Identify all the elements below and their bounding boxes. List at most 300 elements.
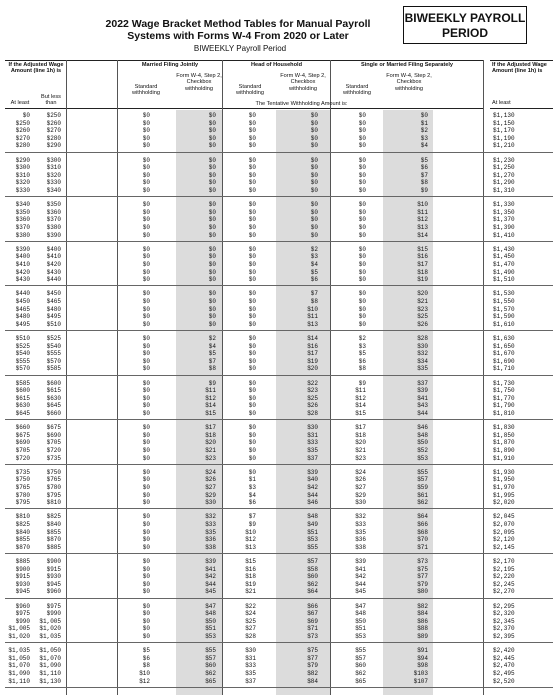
table-cell: $14 <box>355 402 366 410</box>
table-cell: $11 <box>417 208 428 216</box>
right-table-cell: $1,510 <box>493 276 515 284</box>
right-at-least-header: At least <box>492 100 511 106</box>
table-cell: $0 <box>142 528 150 536</box>
table-cell: $290 <box>46 142 61 150</box>
right-table-cell: $1,690 <box>493 357 515 365</box>
table-cell: $43 <box>417 402 428 410</box>
table-cell: $65 <box>205 677 216 685</box>
table-cell: $75 <box>417 565 428 573</box>
table-cell: $380 <box>46 223 61 231</box>
table-cell: $0 <box>142 171 150 179</box>
table-cell: $0 <box>248 402 256 410</box>
right-table-cell: $1,670 <box>493 350 515 358</box>
table-cell: $0 <box>142 476 150 484</box>
table-cell: $27 <box>355 483 366 491</box>
table-cell: $11 <box>205 387 216 395</box>
table-cell: $915 <box>46 565 61 573</box>
table-cell: $0 <box>142 223 150 231</box>
table-cell: $35 <box>205 528 216 536</box>
right-table-cell: $1,530 <box>493 290 515 298</box>
table-cell: $7 <box>248 513 256 521</box>
table-cell: $960 <box>46 588 61 596</box>
table-cell: $4 <box>248 491 256 499</box>
table-cell: $13 <box>417 223 428 231</box>
table-cell: $107 <box>413 677 428 685</box>
table-cell: $9 <box>358 379 366 387</box>
table-cell: $0 <box>248 446 256 454</box>
right-table-cell: $2,520 <box>493 677 515 685</box>
group-separator <box>5 508 553 509</box>
right-table-cell: $2,195 <box>493 565 515 573</box>
table-cell: $765 <box>15 483 30 491</box>
table-cell: $600 <box>46 379 61 387</box>
right-table-cell: $2,020 <box>493 499 515 507</box>
table-cell: $19 <box>245 580 256 588</box>
right-table-cell: $2,370 <box>493 625 515 633</box>
table-cell: $28 <box>245 632 256 640</box>
table-cell: $45 <box>205 588 216 596</box>
table-cell: $4 <box>420 142 428 150</box>
table-cell: $570 <box>15 365 30 373</box>
table-cell: $55 <box>417 468 428 476</box>
table-cell: $585 <box>15 379 30 387</box>
table-cell: $50 <box>355 617 366 625</box>
right-table-cell: $1,390 <box>493 223 515 231</box>
table-cell: $0 <box>142 119 150 127</box>
header-rule <box>5 108 483 109</box>
table-cell: $0 <box>248 424 256 432</box>
table-cell: $0 <box>142 320 150 328</box>
table-cell: $82 <box>417 602 428 610</box>
table-cell: $810 <box>46 499 61 507</box>
table-cell: $15 <box>355 409 366 417</box>
table-cell: $30 <box>355 499 366 507</box>
table-cell: $675 <box>46 424 61 432</box>
table-cell: $0 <box>142 379 150 387</box>
row-group <box>0 201 553 239</box>
table-cell: $795 <box>46 491 61 499</box>
right-table-cell: $1,170 <box>493 127 515 135</box>
table-cell: $350 <box>15 208 30 216</box>
table-cell: $0 <box>142 617 150 625</box>
table-cell: $62 <box>417 499 428 507</box>
right-table-cell: $2,295 <box>493 602 515 610</box>
table-cell: $340 <box>46 186 61 194</box>
table-cell: $57 <box>355 654 366 662</box>
table-cell: $0 <box>248 231 256 239</box>
right-table-cell: $2,245 <box>493 580 515 588</box>
table-cell: $12 <box>245 536 256 544</box>
table-cell: $84 <box>417 610 428 618</box>
table-cell: $0 <box>208 313 216 321</box>
table-cell: $690 <box>15 439 30 447</box>
table-cell: $540 <box>46 342 61 350</box>
table-cell: $0 <box>142 573 150 581</box>
table-cell: $0 <box>310 231 318 239</box>
table-cell: $0 <box>142 276 150 284</box>
table-cell: $975 <box>46 602 61 610</box>
table-cell: $53 <box>205 632 216 640</box>
table-cell: $42 <box>205 573 216 581</box>
table-cell: $0 <box>248 171 256 179</box>
table-cell: $855 <box>15 536 30 544</box>
table-cell: $0 <box>142 491 150 499</box>
table-cell: $22 <box>245 602 256 610</box>
table-cell: $350 <box>46 201 61 209</box>
table-cell: $795 <box>15 499 30 507</box>
table-cell: $0 <box>142 365 150 373</box>
right-table-cell: $2,145 <box>493 543 515 551</box>
row-group <box>0 290 553 328</box>
mfj-standard-header: Standard withholding <box>132 84 160 97</box>
table-cell: $7 <box>420 171 428 179</box>
table-cell: $810 <box>15 513 30 521</box>
table-cell: $310 <box>15 171 30 179</box>
table-cell: $48 <box>355 610 366 618</box>
table-cell: $0 <box>358 127 366 135</box>
table-cell: $825 <box>15 520 30 528</box>
table-cell: $46 <box>307 499 318 507</box>
table-cell: $0 <box>208 268 216 276</box>
table-cell: $630 <box>46 394 61 402</box>
table-cell: $23 <box>417 305 428 313</box>
table-cell: $12 <box>355 394 366 402</box>
table-cell: $1,110 <box>39 669 61 677</box>
table-cell: $12 <box>139 677 150 685</box>
table-cell: $0 <box>248 431 256 439</box>
single-header: Single or Married Filing Separately <box>360 62 453 68</box>
table-cell: $705 <box>46 439 61 447</box>
table-cell: $41 <box>205 565 216 573</box>
table-cell: $0 <box>358 156 366 164</box>
table-cell: $660 <box>15 424 30 432</box>
table-cell: $0 <box>358 216 366 224</box>
table-cell: $0 <box>248 313 256 321</box>
table-cell: $990 <box>15 617 30 625</box>
table-cell: $0 <box>142 268 150 276</box>
group-separator <box>5 598 553 599</box>
table-cell: $39 <box>417 387 428 395</box>
table-cell: $290 <box>15 156 30 164</box>
table-cell: $46 <box>417 424 428 432</box>
table-cell: $53 <box>307 536 318 544</box>
table-cell: $44 <box>355 580 366 588</box>
table-cell: $11 <box>307 313 318 321</box>
table-cell: $705 <box>15 446 30 454</box>
single-standard-header: Standard withholding <box>343 84 371 97</box>
table-cell: $495 <box>15 320 30 328</box>
table-cell: $0 <box>358 253 366 261</box>
right-table-cell: $1,610 <box>493 320 515 328</box>
table-cell: $0 <box>208 276 216 284</box>
table-cell: $270 <box>46 127 61 135</box>
table-cell: $0 <box>248 208 256 216</box>
table-cell: $67 <box>307 610 318 618</box>
table-cell: $62 <box>355 669 366 677</box>
table-cell: $0 <box>142 632 150 640</box>
table-cell: $430 <box>15 276 30 284</box>
table-cell: $280 <box>15 142 30 150</box>
table-cell: $5 <box>420 156 428 164</box>
table-cell: $0 <box>358 134 366 142</box>
table-cell: $930 <box>15 580 30 588</box>
table-cell: $0 <box>248 394 256 402</box>
table-cell: $34 <box>417 357 428 365</box>
table-cell: $0 <box>208 171 216 179</box>
table-cell: $960 <box>15 602 30 610</box>
table-cell: $5 <box>208 350 216 358</box>
table-cell: $0 <box>310 171 318 179</box>
table-cell: $30 <box>417 342 428 350</box>
table-cell: $35 <box>245 669 256 677</box>
table-cell: $0 <box>358 290 366 298</box>
row-group <box>0 424 553 462</box>
right-table-cell: $1,190 <box>493 134 515 142</box>
table-subtitle: BIWEEKLY Payroll Period <box>193 44 287 53</box>
table-cell: $0 <box>248 156 256 164</box>
table-cell: $780 <box>46 483 61 491</box>
table-cell: $0 <box>248 276 256 284</box>
table-cell: $5 <box>358 350 366 358</box>
table-cell: $0 <box>142 313 150 321</box>
group-separator <box>5 152 553 153</box>
row-group <box>0 647 553 685</box>
table-cell: $33 <box>307 439 318 447</box>
table-cell: $25 <box>417 313 428 321</box>
table-cell: $71 <box>307 625 318 633</box>
table-cell: $0 <box>142 409 150 417</box>
table-cell: $6 <box>248 499 256 507</box>
table-cell: $55 <box>205 647 216 655</box>
table-cell: $0 <box>248 409 256 417</box>
table-cell: $0 <box>142 402 150 410</box>
right-table-cell: $1,590 <box>493 313 515 321</box>
tentative-header: The Tentative Withholding Amount is: <box>255 101 348 107</box>
right-table-cell: $1,870 <box>493 439 515 447</box>
table-cell: $0 <box>248 468 256 476</box>
right-table-cell: $2,170 <box>493 558 515 565</box>
table-cell: $0 <box>358 268 366 276</box>
table-cell: $15 <box>205 409 216 417</box>
table-cell: $8 <box>420 179 428 187</box>
right-table-cell: $2,045 <box>493 513 515 521</box>
table-cell: $360 <box>46 208 61 216</box>
table-cell: $0 <box>142 245 150 253</box>
table-cell: $0 <box>208 179 216 187</box>
table-cell: $19 <box>307 357 318 365</box>
table-cell: $0 <box>208 134 216 142</box>
table-cell: $555 <box>46 350 61 358</box>
table-cell: $0 <box>358 320 366 328</box>
table-cell: $0 <box>208 164 216 172</box>
table-cell: $0 <box>142 297 150 305</box>
right-table-cell: $1,490 <box>493 268 515 276</box>
row-group <box>0 558 553 596</box>
table-cell: $0 <box>142 499 150 507</box>
table-cell: $990 <box>46 610 61 618</box>
right-table-cell: $1,950 <box>493 476 515 484</box>
table-cell: $55 <box>355 647 366 655</box>
table-cell: $75 <box>307 647 318 655</box>
table-cell: $1,070 <box>8 662 30 670</box>
table-cell: $0 <box>142 216 150 224</box>
table-cell: $23 <box>307 387 318 395</box>
table-cell: $23 <box>355 454 366 462</box>
table-cell: $2 <box>420 127 428 135</box>
right-table-cell: $2,220 <box>493 573 515 581</box>
table-cell: $720 <box>46 446 61 454</box>
hoh-standard-header: Standard withholding <box>236 84 264 97</box>
row-group <box>0 335 553 373</box>
table-cell: $0 <box>248 186 256 194</box>
table-cell: $79 <box>307 662 318 670</box>
table-cell: $0 <box>358 201 366 209</box>
table-cell: $0 <box>310 142 318 150</box>
col-line <box>222 60 223 695</box>
table-cell: $0 <box>142 520 150 528</box>
table-cell: $0 <box>358 297 366 305</box>
table-cell: $21 <box>355 446 366 454</box>
table-cell: $37 <box>417 379 428 387</box>
table-cell: $32 <box>355 513 366 521</box>
table-cell: $720 <box>15 454 30 462</box>
table-cell: $30 <box>245 647 256 655</box>
right-table-cell: $2,395 <box>493 632 515 640</box>
table-cell: $0 <box>142 513 150 521</box>
table-cell: $10 <box>307 305 318 313</box>
table-cell: $0 <box>248 260 256 268</box>
table-cell: $5 <box>310 268 318 276</box>
table-cell: $0 <box>358 305 366 313</box>
table-cell: $0 <box>208 142 216 150</box>
table-cell: $21 <box>205 446 216 454</box>
table-cell: $1,005 <box>8 625 30 633</box>
table-cell: $0 <box>142 186 150 194</box>
table-cell: $630 <box>15 402 30 410</box>
header-top-line <box>5 60 483 61</box>
wage-amount-header: If the Adjusted Wage Amount (line 1h) is <box>8 62 64 75</box>
col-line <box>66 60 67 695</box>
right-table-cell: $2,270 <box>493 588 515 596</box>
table-cell: $0 <box>248 253 256 261</box>
table-cell: $410 <box>46 253 61 261</box>
table-cell: $1 <box>420 119 428 127</box>
table-cell: $780 <box>15 491 30 499</box>
table-cell: $39 <box>307 468 318 476</box>
table-cell: $0 <box>248 119 256 127</box>
table-cell: $675 <box>15 431 30 439</box>
table-cell: $0 <box>248 320 256 328</box>
table-cell: $6 <box>142 654 150 662</box>
table-cell: $840 <box>15 528 30 536</box>
right-wage-header: If the Adjusted Wage Amount (line 1h) is <box>492 62 547 75</box>
table-cell: $41 <box>417 394 428 402</box>
row-group <box>0 380 553 418</box>
table-cell: $765 <box>46 476 61 484</box>
table-cell: $735 <box>15 468 30 476</box>
table-cell: $0 <box>142 142 150 150</box>
right-table-cell: $1,370 <box>493 216 515 224</box>
right-table-cell: $1,770 <box>493 394 515 402</box>
table-cell: $41 <box>355 565 366 573</box>
table-cell: $870 <box>46 536 61 544</box>
group-separator <box>5 642 553 643</box>
table-cell: $330 <box>15 186 30 194</box>
group-separator <box>5 464 553 465</box>
right-table-cell: $1,310 <box>493 186 515 194</box>
table-cell: $29 <box>205 491 216 499</box>
table-cell: $0 <box>208 245 216 253</box>
right-table-cell: $1,810 <box>493 409 515 417</box>
table-cell: $9 <box>420 186 428 194</box>
table-cell: $465 <box>15 305 30 313</box>
table-cell: $0 <box>248 223 256 231</box>
table-cell: $0 <box>358 245 366 253</box>
table-cell: $0 <box>358 119 366 127</box>
table-cell: $0 <box>358 186 366 194</box>
table-cell: $645 <box>15 409 30 417</box>
table-cell: $885 <box>15 558 30 565</box>
table-cell: $4 <box>310 260 318 268</box>
table-cell: $450 <box>46 290 61 298</box>
table-cell: $480 <box>15 313 30 321</box>
table-cell: $55 <box>307 543 318 551</box>
table-cell: $420 <box>15 268 30 276</box>
table-cell: $18 <box>205 431 216 439</box>
table-cell: $70 <box>417 536 428 544</box>
table-cell: $0 <box>142 558 150 565</box>
table-cell: $28 <box>417 335 428 342</box>
table-cell: $13 <box>245 543 256 551</box>
table-cell: $465 <box>46 297 61 305</box>
table-cell: $3 <box>358 342 366 350</box>
table-cell: $0 <box>310 208 318 216</box>
table-cell: $0 <box>310 112 318 119</box>
table-cell: $37 <box>245 677 256 685</box>
table-cell: $9 <box>208 379 216 387</box>
table-cell: $525 <box>15 342 30 350</box>
table-cell: $30 <box>307 424 318 432</box>
table-cell: $0 <box>142 387 150 395</box>
table-cell: $53 <box>355 632 366 640</box>
table-cell: $0 <box>208 260 216 268</box>
table-cell: $22 <box>307 379 318 387</box>
table-cell: $1,035 <box>39 632 61 640</box>
table-cell: $540 <box>15 350 30 358</box>
right-table-cell: $1,450 <box>493 253 515 261</box>
table-cell: $50 <box>417 439 428 447</box>
table-cell: $0 <box>420 112 428 119</box>
table-cell: $38 <box>355 543 366 551</box>
table-cell: $23 <box>205 454 216 462</box>
table-cell: $0 <box>208 216 216 224</box>
table-cell: $65 <box>355 677 366 685</box>
table-cell: $9 <box>248 520 256 528</box>
table-cell: $0 <box>208 305 216 313</box>
table-cell: $20 <box>307 365 318 373</box>
table-cell: $24 <box>245 610 256 618</box>
table-cell: $33 <box>355 520 366 528</box>
right-table-cell: $2,445 <box>493 654 515 662</box>
table-cell: $0 <box>142 602 150 610</box>
row-group <box>0 157 553 195</box>
table-cell: $6 <box>310 276 318 284</box>
table-cell: $0 <box>248 268 256 276</box>
table-cell: $0 <box>208 320 216 328</box>
table-cell: $570 <box>46 357 61 365</box>
table-cell: $16 <box>245 565 256 573</box>
table-cell: $31 <box>307 431 318 439</box>
